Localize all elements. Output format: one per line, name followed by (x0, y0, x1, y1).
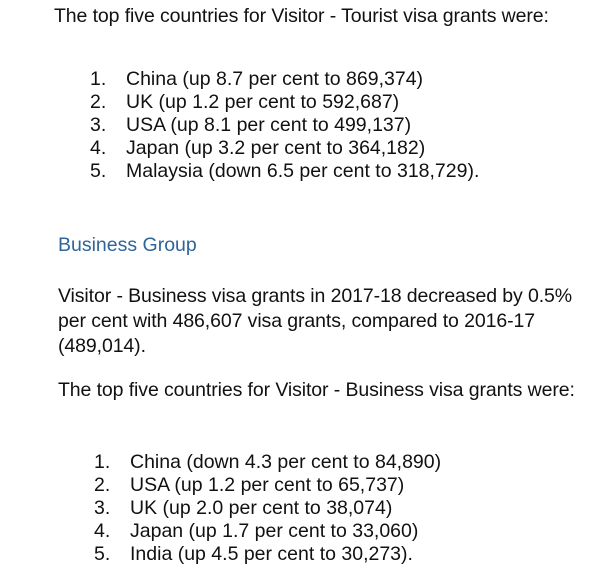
tourist-country-list (90, 68, 570, 183)
tourist-intro: The top five countries for Visitor - Tourist visa grants were: (54, 5, 549, 27)
list-item (94, 520, 574, 543)
list-number: 2. (90, 91, 107, 113)
list-item (90, 114, 570, 137)
list-number: 4. (94, 520, 111, 542)
list-item (94, 543, 574, 566)
list-text: Japan (up 1.7 per cent to 33,060) (130, 520, 419, 542)
business-intro: The top five countries for Visitor - Business visa grants were: (58, 379, 575, 401)
list-item (94, 497, 574, 520)
list-text: UK (up 1.2 per cent to 592,687) (126, 91, 400, 113)
list-text: USA (up 8.1 per cent to 499,137) (126, 114, 412, 136)
list-item (90, 91, 570, 114)
list-text: USA (up 1.2 per cent to 65,737) (130, 474, 405, 496)
list-number: 1. (94, 451, 111, 473)
business-summary: Visitor - Business visa grants in 2017-18 decreased by 0.5% per cent with 486,607 visa grants, compared to 2016-17 (489,014). (58, 285, 573, 357)
list-text: China (down 4.3 per cent to 84,890) (130, 451, 442, 473)
list-item (90, 137, 570, 160)
list-text: Japan (up 3.2 per cent to 364,182) (126, 137, 426, 159)
list-text: UK (up 2.0 per cent to 38,074) (130, 497, 393, 519)
list-item (90, 68, 570, 91)
list-item (90, 160, 570, 183)
list-number: 1. (90, 68, 107, 90)
list-item (94, 451, 574, 474)
business-group-heading: Business Group (58, 234, 197, 256)
list-text: India (up 4.5 per cent to 30,273). (130, 543, 413, 565)
list-number: 5. (90, 160, 107, 182)
list-number: 2. (94, 474, 111, 496)
list-text: Malaysia (down 6.5 per cent to 318,729). (126, 160, 480, 182)
list-number: 5. (94, 543, 111, 565)
list-text: China (up 8.7 per cent to 869,374) (126, 68, 424, 90)
business-country-list (94, 451, 574, 566)
list-number: 3. (90, 114, 107, 136)
list-number: 4. (90, 137, 107, 159)
list-number: 3. (94, 497, 111, 519)
list-item (94, 474, 574, 497)
